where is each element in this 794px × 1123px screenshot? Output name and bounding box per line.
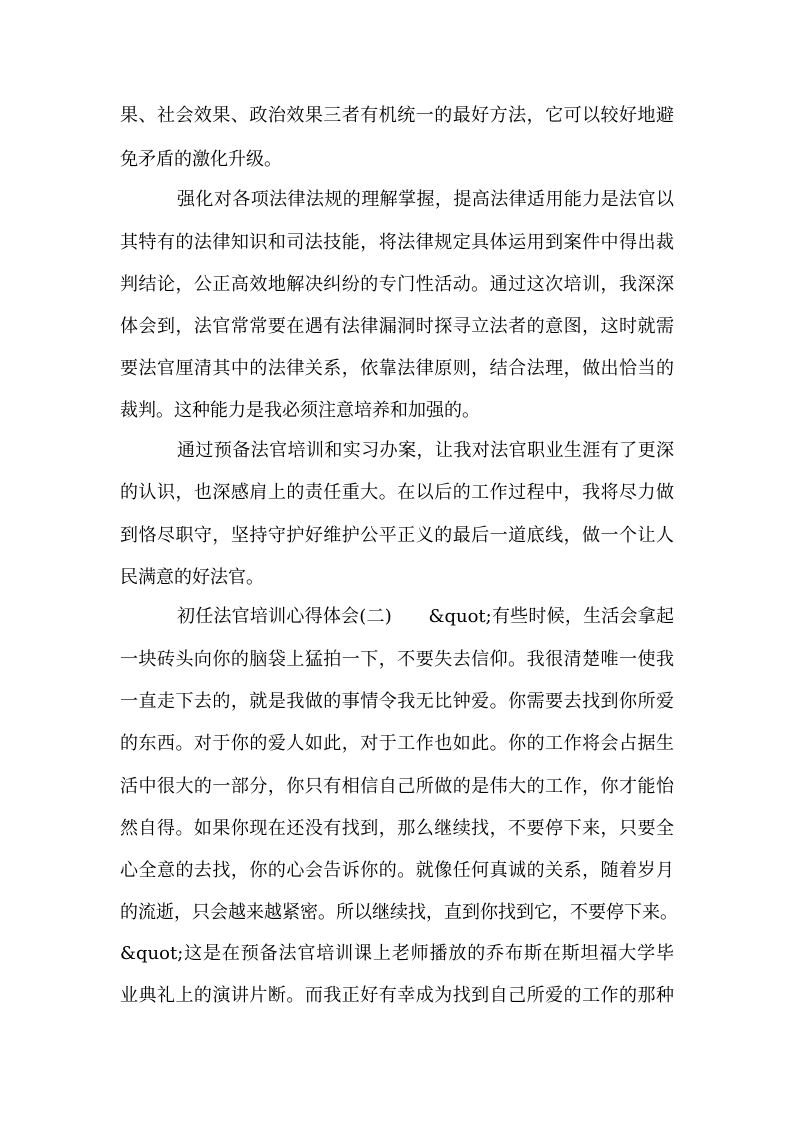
paragraph-line: 的东西。对于你的爱人如此，对于工作也如此。你的工作将会占据生 (120, 733, 674, 754)
paragraph-line: 一块砖头向你的脑袋上猛拍一下，不要失去信仰。我很清楚唯一使我 (120, 649, 674, 670)
paragraph-line: 通过预备法官培训和实习办案，让我对法官职业生涯有了更深 (177, 440, 674, 461)
paragraph-line: 初任法官培训心得体会(二) &quot;有些时候，生活会拿起 (177, 606, 674, 627)
paragraph-line: 业典礼上的演讲片断。而我正好有幸成为找到自己所爱的工作的那种 (120, 985, 674, 1006)
paragraph-line: 民满意的好法官。 (120, 567, 264, 588)
paragraph-line: 要法官厘清其中的法律关系，依靠法律原则，结合法理，做出恰当的 (120, 358, 674, 379)
paragraph-line: 判结论，公正高效地解决纠纷的专门性活动。通过这次培训，我深深 (120, 274, 674, 295)
paragraph-line: 免矛盾的激化升级。 (120, 149, 282, 170)
paragraph-line: 活中很大的一部分，你只有相信自己所做的是伟大的工作，你才能怡 (120, 776, 674, 797)
paragraph-line: 其特有的法律知识和司法技能，将法律规定具体运用到案件中得出裁 (120, 232, 674, 253)
paragraph-line: 心全意的去找，你的心会告诉你的。就像任何真诚的关系，随着岁月 (120, 860, 674, 881)
paragraph-line: 一直走下去的，就是我做的事情令我无比钟爱。你需要去找到你所爱 (120, 691, 674, 712)
paragraph-line: 体会到，法官常常要在遇有法律漏洞时探寻立法者的意图，这时就需 (120, 316, 674, 337)
paragraph-line: 裁判。这种能力是我必须注意培养和加强的。 (120, 400, 480, 421)
paragraph-line: 的流逝，只会越来越紧密。所以继续找，直到你找到它，不要停下来。 (120, 902, 678, 923)
paragraph-line: 然自得。如果你现在还没有找到，那么继续找，不要停下来，只要全 (120, 818, 674, 839)
paragraph-line: 强化对各项法律法规的理解掌握，提高法律适用能力是法官以 (177, 189, 674, 210)
paragraph-line: &quot;这是在预备法官培训课上老师播放的乔布斯在斯坦福大学毕 (120, 943, 674, 964)
paragraph-line: 果、社会效果、政治效果三者有机统一的最好方法，它可以较好地避 (120, 105, 674, 126)
paragraph-line: 的认识，也深感肩上的责任重大。在以后的工作过程中，我将尽力做 (120, 482, 674, 503)
paragraph-line: 到恪尽职守，坚持守护好维护公平正义的最后一道底线，做一个让人 (120, 525, 674, 546)
